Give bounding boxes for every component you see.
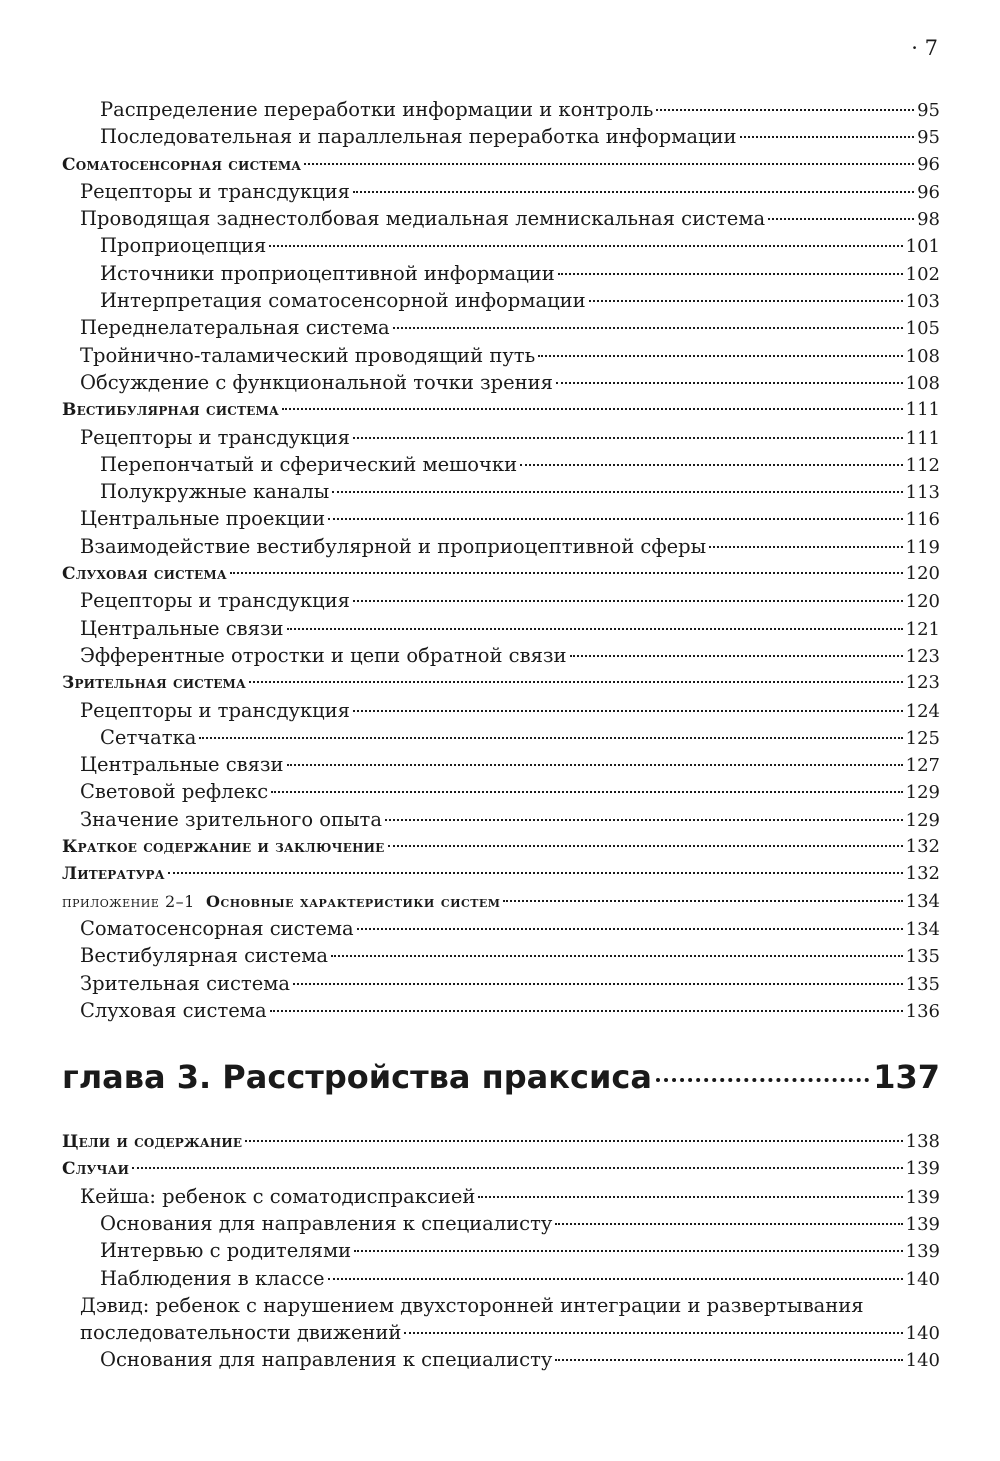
dot-leader <box>199 737 902 739</box>
toc-entry-page: 120 <box>905 591 940 613</box>
dot-leader <box>293 983 903 985</box>
toc-entry-page: 136 <box>905 1000 940 1022</box>
toc-entry[interactable] <box>62 232 940 259</box>
toc-entry-title: Последовательная и параллельная переработка информации <box>100 125 737 149</box>
dot-leader <box>328 1278 903 1280</box>
dot-leader <box>353 600 903 602</box>
dot-leader <box>332 491 902 493</box>
dot-leader <box>740 136 915 138</box>
toc-entry-title: Литература <box>62 864 165 885</box>
dot-leader <box>656 1078 869 1082</box>
david-title-line1: Дэвид: ребенок с нарушением двухсторонней интеграции и развертывания <box>80 1293 864 1317</box>
dot-leader <box>287 764 903 766</box>
toc-entry[interactable] <box>62 751 940 778</box>
dot-leader <box>478 1196 902 1198</box>
toc-entry-title: Краткое содержание и заключение <box>62 837 385 858</box>
toc-entry[interactable] <box>62 615 940 642</box>
toc-entry-page: 139 <box>905 1158 940 1180</box>
toc-entry[interactable] <box>62 560 940 587</box>
toc-entry-title: Зрительная система <box>80 971 291 995</box>
toc-entry[interactable] <box>62 205 940 232</box>
toc-entry-title: Соматосенсорная система <box>62 154 302 175</box>
toc-entry-page: 111 <box>905 427 940 449</box>
dot-leader <box>768 218 914 220</box>
dot-leader <box>555 1223 902 1225</box>
toc-entry[interactable] <box>62 396 940 423</box>
toc-entry[interactable] <box>62 505 940 532</box>
dot-leader <box>353 710 903 712</box>
toc-entry[interactable] <box>62 1183 940 1210</box>
toc-entry[interactable] <box>62 970 940 997</box>
toc-entry[interactable] <box>62 669 940 696</box>
toc-entry-title: Обсуждение с функциональной точки зрения <box>80 370 553 394</box>
toc-list-b <box>62 915 940 1024</box>
toc-entry-page: 96 <box>917 181 940 203</box>
toc-entry-page: 108 <box>905 372 940 394</box>
toc-entry-page: 135 <box>905 946 940 968</box>
toc-entry-page: 124 <box>905 700 940 722</box>
dot-leader <box>538 355 902 357</box>
toc-entry-page: 123 <box>905 672 940 694</box>
toc-entry[interactable] <box>62 451 940 478</box>
toc-entry-title: Переднелатеральная система <box>80 316 390 340</box>
david-page: 140 <box>905 1323 940 1345</box>
toc-entry-title: Кейша: ребенок с соматодиспраксией <box>80 1184 476 1208</box>
toc-entry-page: 125 <box>905 727 940 749</box>
dot-leader <box>570 655 903 657</box>
toc-entry[interactable] <box>62 806 940 833</box>
toc-entry[interactable] <box>62 997 940 1024</box>
toc-entry[interactable] <box>62 260 940 287</box>
toc-entry[interactable] <box>62 642 940 669</box>
dot-leader <box>287 628 903 630</box>
toc-entry-page: 139 <box>905 1213 940 1235</box>
toc-entry-page: 102 <box>905 263 940 285</box>
dot-leader <box>503 900 902 902</box>
toc-entry-title: Рецепторы и трансдукция <box>80 589 350 613</box>
toc-entry-title: Вестибулярная система <box>80 944 329 968</box>
dot-leader <box>393 327 903 329</box>
dot-leader <box>270 1010 903 1012</box>
toc-entry-page: 103 <box>905 291 940 313</box>
toc-entry[interactable] <box>62 342 940 369</box>
toc-entry[interactable] <box>62 287 940 314</box>
toc-entry-page: 129 <box>905 782 940 804</box>
toc-entry-title: Световой рефлекс <box>80 780 269 804</box>
toc-entry-title: Источники проприоцептивной информации <box>100 261 555 285</box>
chapter-title: глава 3. Расстройства праксиса <box>62 1058 652 1097</box>
toc-entry[interactable] <box>62 778 940 805</box>
dot-leader <box>656 109 914 111</box>
toc-entry-page: 108 <box>905 345 940 367</box>
toc-entry[interactable] <box>62 1155 940 1182</box>
toc-entry[interactable] <box>62 1237 940 1264</box>
toc-list-a <box>62 96 940 888</box>
toc-entry[interactable] <box>62 915 940 942</box>
toc-entry-page: 111 <box>905 399 940 421</box>
toc-entry-title: Соматосенсорная система <box>80 916 354 940</box>
toc-entry-page: 98 <box>917 209 940 231</box>
dot-leader <box>132 1167 902 1169</box>
dot-leader <box>709 546 903 548</box>
toc-entry-page: 140 <box>905 1268 940 1290</box>
dot-leader <box>328 518 902 520</box>
toc-entry-title: Центральные связи <box>80 616 284 640</box>
toc-entry-page: 123 <box>905 645 940 667</box>
toc-entry[interactable] <box>62 860 940 887</box>
toc-entry-page: 119 <box>905 536 940 558</box>
toc-entry[interactable] <box>62 1346 940 1373</box>
toc-entry-page: 121 <box>905 618 940 640</box>
dot-leader <box>385 819 903 821</box>
toc-entry-title: Полукружные каналы <box>100 480 330 504</box>
toc-entry-page: 96 <box>917 153 940 175</box>
toc-entry-title: Зрительная система <box>62 673 246 694</box>
appendix-page: 134 <box>905 890 940 912</box>
toc-entry[interactable] <box>62 123 940 150</box>
dot-leader <box>304 163 914 165</box>
dot-leader <box>520 464 903 466</box>
dot-leader <box>555 1359 902 1361</box>
toc-entry-title: Основания для направления к специалисту <box>100 1211 553 1235</box>
toc-entry[interactable] <box>62 314 940 341</box>
toc-list-c <box>62 1128 940 1292</box>
toc-entry-title: Рецепторы и трансдукция <box>80 698 350 722</box>
toc-entry-page: 134 <box>905 918 940 940</box>
appendix-prefix: приложение 2–1 <box>62 891 195 911</box>
toc-entry-page: 132 <box>905 836 940 858</box>
toc-entry-page: 113 <box>905 482 940 504</box>
toc-entry-appendix[interactable] <box>62 888 940 915</box>
toc-entry-title: Слуховая система <box>80 998 267 1022</box>
page-number: · 7 <box>911 36 938 60</box>
dot-leader <box>353 191 914 193</box>
toc-entry-page: 95 <box>917 127 940 149</box>
dot-leader <box>404 1332 902 1334</box>
toc-entry-page: 139 <box>905 1241 940 1263</box>
toc-entry-title: Центральные проекции <box>80 507 326 531</box>
toc-entry[interactable] <box>62 178 940 205</box>
toc-entry-page: 135 <box>905 973 940 995</box>
toc-entry-page: 105 <box>905 318 940 340</box>
dot-leader <box>558 273 903 275</box>
david-title-line2: последовательности движений <box>80 1321 402 1345</box>
chapter-heading[interactable] <box>62 1058 940 1102</box>
appendix-title: Основные характеристики систем <box>206 891 501 911</box>
dot-leader <box>354 1250 903 1252</box>
toc-entry-page: 120 <box>905 563 940 585</box>
dot-leader <box>282 408 903 410</box>
toc-entry-page: 116 <box>905 509 940 531</box>
dot-leader <box>589 300 903 302</box>
toc-entry[interactable] <box>62 478 940 505</box>
toc-entry-title: Рецепторы и трансдукция <box>80 179 350 203</box>
toc-entry[interactable] <box>62 587 940 614</box>
toc-list-d <box>62 1346 940 1373</box>
toc-entry-title: Слуховая система <box>62 564 227 585</box>
toc-entry-title: Эфферентные отростки и цепи обратной связи <box>80 643 567 667</box>
toc-entry-page: 101 <box>905 236 940 258</box>
toc-entry-title: Взаимодействие вестибулярной и проприоцептивной сферы <box>80 534 707 558</box>
toc-entry-title: Сетчатка <box>100 725 197 749</box>
toc-entry-title: Проводящая заднестолбовая медиальная лемнискальная система <box>80 207 766 231</box>
toc-entry-page: 129 <box>905 809 940 831</box>
toc-entry-title: Распределение переработки информации и контроль <box>100 98 654 121</box>
toc-entry-title: Случаи <box>62 1159 130 1180</box>
toc-entry[interactable] <box>62 424 940 451</box>
toc-entry-title: Интервью с родителями <box>100 1239 352 1263</box>
toc-entry-david[interactable] <box>62 1292 940 1347</box>
toc-entry-title: Основания для направления к специалисту <box>100 1348 553 1372</box>
toc-entry-title: Проприоцепция <box>100 234 267 258</box>
toc-entry-title: Рецепторы и трансдукция <box>80 425 350 449</box>
toc-entry-title: Цели и содержание <box>62 1132 243 1153</box>
toc-entry-title: Тройнично-таламический проводящий путь <box>80 343 536 367</box>
toc-entry-title: Перепончатый и сферический мешочки <box>100 452 518 476</box>
toc-entry-page: 138 <box>905 1131 940 1153</box>
toc-entry[interactable] <box>62 697 940 724</box>
dot-leader <box>168 872 903 874</box>
dot-leader <box>357 928 903 930</box>
toc-entry-page: 132 <box>905 863 940 885</box>
toc-entry[interactable] <box>62 1265 940 1292</box>
toc-entry[interactable] <box>62 1210 940 1237</box>
toc-entry-page: 112 <box>905 454 940 476</box>
toc-entry[interactable] <box>62 96 940 123</box>
toc-entry[interactable] <box>62 533 940 560</box>
toc-entry-title: Центральные связи <box>80 753 284 777</box>
toc-entry-title: Наблюдения в классе <box>100 1266 325 1290</box>
toc-entry-title: Вестибулярная система <box>62 400 279 421</box>
toc-entry[interactable] <box>62 942 940 969</box>
dot-leader <box>245 1140 902 1142</box>
toc-entry[interactable] <box>62 724 940 751</box>
chapter-page: 137 <box>873 1058 940 1097</box>
dot-leader <box>556 382 903 384</box>
dot-leader <box>271 791 902 793</box>
toc-entry-page: 139 <box>905 1186 940 1208</box>
dot-leader <box>353 437 903 439</box>
toc-entry[interactable] <box>62 369 940 396</box>
toc-entry-title: Значение зрительного опыта <box>80 807 382 831</box>
dot-leader <box>230 572 903 574</box>
dot-leader <box>331 955 903 957</box>
toc-entry-page: 95 <box>917 100 940 121</box>
toc-entry-page: 127 <box>905 755 940 777</box>
toc-entry-title: Интерпретация соматосенсорной информации <box>100 289 586 313</box>
toc-entry[interactable] <box>62 151 940 178</box>
dot-leader <box>249 681 903 683</box>
toc-entry[interactable] <box>62 1128 940 1155</box>
table-of-contents <box>62 96 940 1374</box>
toc-entry[interactable] <box>62 833 940 860</box>
dot-leader <box>269 245 902 247</box>
dot-leader <box>388 845 903 847</box>
toc-entry-page: 140 <box>905 1350 940 1372</box>
